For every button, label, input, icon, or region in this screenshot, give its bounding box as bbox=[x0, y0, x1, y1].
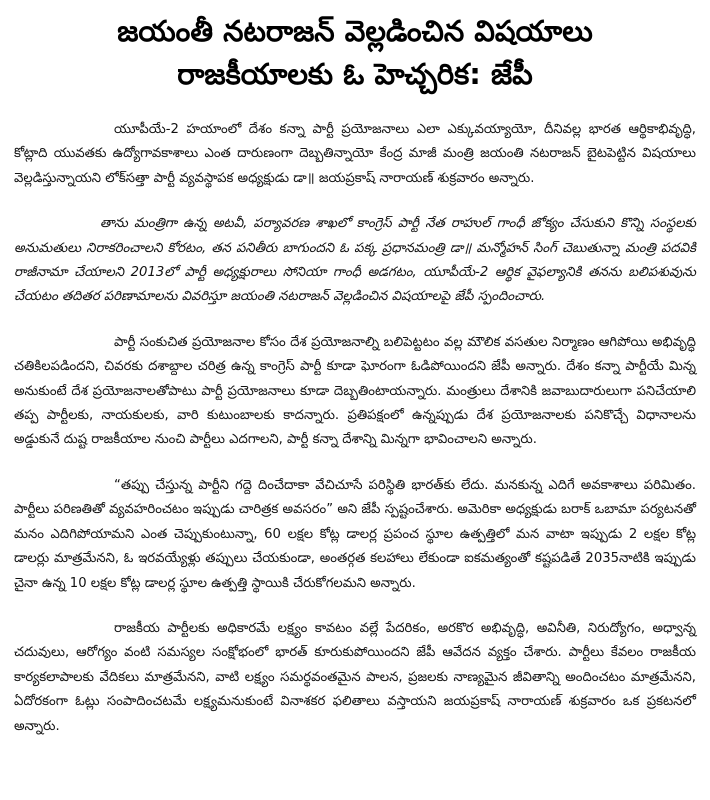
headline-line-1: జయంతీ నటరాజన్ వెల్లడించిన విషయాలు bbox=[117, 14, 593, 48]
paragraph-4: “తప్పు చేస్తున్న పార్టీని గద్దె దించేదాకా వేచిచూసే పరిస్థితి భారత్‌కు లేదు. మనకున్న ఎదిగే అవకాశాలు పరిమితం. పార్టీలు పరిణతితో వ్యవహరించటం ఇప్పుడు చారిత్రక అవసరం” అని జేపీ స్పష్టంచేశారు. అమెరికా అధ్యక్షుడు బరాక్ ఒబామా పర్యటనతో మనం ఎదిగిపోయామని ఎంత చెప్పుకుంటున్నా, 60 లక్షల కోట్ల డాలర్ల ప్రపంచ స్థూల ఉత్పత్తిలో మన వాటా ఇప్పుడు 2 లక్షల కోట్ల డాలర్లు మాత్రమేనని, ఓ ఇరవయ్యేళ్లు తప్పులు చేయకుండా, అంతర్గత కలహాలు లేకుండా ఐకమత్యంతో కష్టపడితే 2035నాటికి ఇప్పుడు చైనా ఉన్న 10 లక్షల కోట్ల డాలర్ల స్థూల ఉత్పత్తి స్థాయికి చేరుకోగలమని అన్నారు. bbox=[14, 477, 696, 591]
paragraph-1: యూపీయే-2 హయాంలో దేశం కన్నా పార్టీ ప్రయోజనాలు ఎలా ఎక్కువయ్యాయో, దీనివల్ల భారత ఆర్థికాభివృద్ధి, కోట్లాది యువతకు ఉద్యోగావకాశాలు ఎంత దారుణంగా దెబ్బతిన్నాయో కేంద్ర మాజీ మంత్రి జయంతి నటరాజన్ బైటపెట్టిన విషయాలు వెల్లడిస్తున్నాయని లోక్‌సత్తా పార్టీ వ్యవస్థాపక అధ్యక్షుడు డా॥ జయప్రకాష్ నారాయణ్ శుక్రవారం అన్నారు. bbox=[14, 122, 696, 186]
paragraph-2: తాను మంత్రిగా ఉన్న అటవీ, పర్యావరణ శాఖలో కాంగ్రెస్ పార్టీ నేత రాహుల్ గాంధీ జోక్యం చేసుకుని కొన్ని సంస్థలకు అనుమతులు నిరాకరించాలని కోరటం, తన పనితీరు బాగుందని ఓ పక్క ప్రధానమంత్రి డా॥ మన్మోహన్ సింగ్ చెబుతున్నా మంత్రి పదవికి రాజీనామా చేయాలని 2013లో పార్టీ అధ్యక్షురాలు సోనియా గాంధీ అడగటం, యూపీయే-2 ఆర్థిక వైఫల్యానికి తనను బలిపశువును చేయటం తదితర పరిణామాలను వివరిస్తూ జయంతి నటరాజన్ వెల్లడించిన విషయాలపై జేపీ స్పందించారు. bbox=[14, 216, 696, 305]
headline-line-2: రాజకీయాలకు ఓ హెచ్చరిక: జేపీ bbox=[177, 57, 533, 91]
paragraph-3: పార్టీ సంకుచిత ప్రయోజనాల కోసం దేశ ప్రయోజనాల్ని బలిపెట్టటం వల్ల మౌలిక వసతుల నిర్మాణం ఆగిపోయి అభివృద్ధి చతికిలపడిందని, చివరకు దశాబ్దాల చరిత్ర ఉన్న కాంగ్రెస్ పార్టీ కూడా ఘోరంగా ఓడిపోయిందని జేపీ అన్నారు. దేశం కన్నా పార్టీయే మిన్న అనుకుంటే దేశ ప్రయోజనాలతోపాటు పార్టీ ప్రయోజనాలు కూడా దెబ్బతింటాయన్నారు. మంత్రులు దేశానికి జవాబుదారులుగా పనిచేయాలి తప్ప పార్టీలకు, నాయకులకు, వారి కుటుంబాలకు కాదన్నారు. ప్రతిపక్షంలో ఉన్నప్పుడు దేశ ప్రయోజనాలకు పనికొచ్చే విధానాలను అడ్డుకునే దుష్ట రాజకీయాల నుంచి పార్టీలు ఎదగాలని, పార్టీ కన్నా దేశాన్ని మిన్నగా భావించాలని అన్నారు. bbox=[14, 334, 696, 448]
paragraph-5: రాజకీయ పార్టీలకు అధికారమే లక్ష్యం కావటం వల్లే పేదరికం, అరకొర అభివృద్ధి, అవినీతి, నిరుద్యోగం, అధ్వాన్న చదువులు, ఆరోగ్యం వంటి సమస్యల సంక్షోభంలో భారత్ కూరుకుపోయిందని జేపీ ఆవేదన వ్యక్తం చేశారు. పార్టీలు కేవలం రాజకీయ కార్యకలాపాలకు వేదికలు మాత్రమేనని, వాటి లక్ష్యం సమర్థవంతమైన పాలన, ప్రజలకు నాణ్యమైన జీవితాన్ని అందించటం మాత్రమేనని, ఏదోరకంగా ఓట్లు సంపాదించటమే లక్ష్యమనుకుంటే వినాశకర ఫలితాలు వస్తాయని జయప్రకాష్ నారాయణ్ శుక్రవారం ఒక ప్రకటనలో అన్నారు. bbox=[14, 620, 696, 734]
